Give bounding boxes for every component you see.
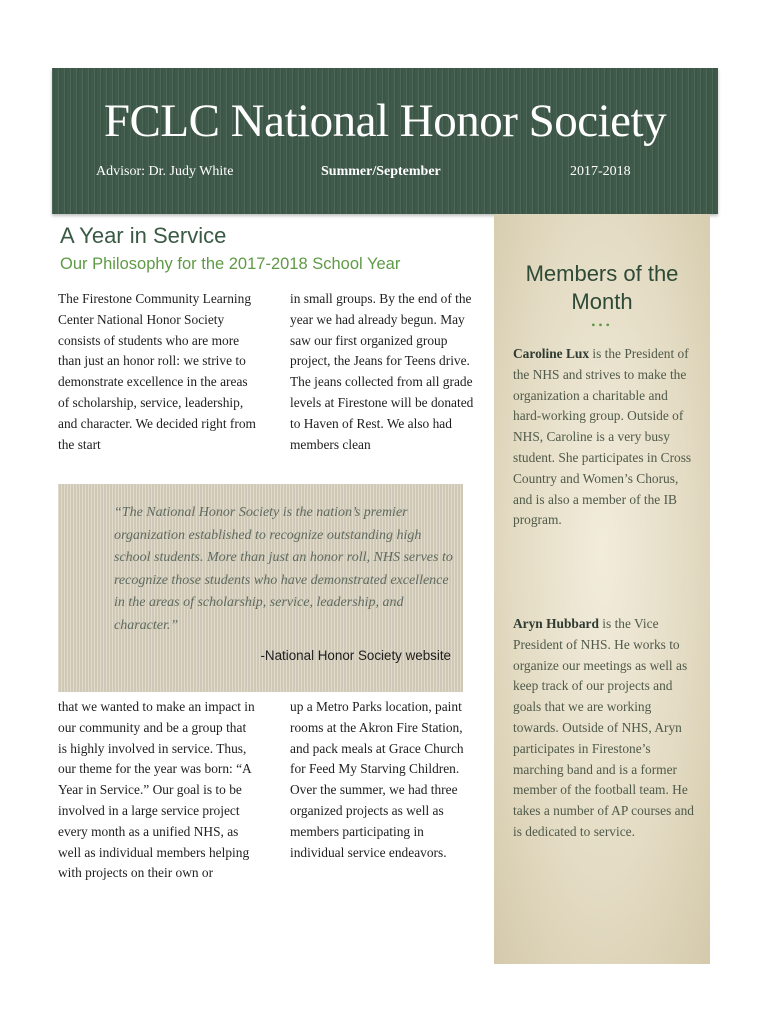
quote-source: -National Honor Society website <box>260 648 451 663</box>
year-label: 2017-2018 <box>570 164 631 179</box>
article-column-3: that we wanted to make an impact in our community and be a group that is highly involved in service. Thus, our theme for the year was born: “A Year in Service.” Our goal is to be involved in a large service project every month as a unified NHS, as well as individual members helping with projects on their own or <box>58 699 255 881</box>
member-profile <box>513 614 695 843</box>
member-name: Caroline Lux <box>513 346 590 361</box>
pull-quote <box>58 484 463 692</box>
article-title: A Year in Service <box>60 223 227 248</box>
article-subtitle: Our Philosophy for the 2017-2018 School Year <box>60 255 401 273</box>
member-name: Aryn Hubbard <box>513 616 599 631</box>
article-column-4: up a Metro Parks location, paint rooms at the Akron Fire Station, and pack meals at Grace Church for Feed My Starving Children. Over the summer, we had three organized projects as well as members participating in individual service endeavors. <box>290 699 464 860</box>
sidebar-title: Members of the Month <box>525 261 679 314</box>
decorative-dots-icon: ••• <box>591 318 613 332</box>
article-column-2: in small groups. By the end of the year we had already begun. May saw our first organized group project, the Jeans for Teens drive. The jeans collected from all grade levels at Firestone will be donated to Haven of Rest. We also had members clean <box>290 291 474 452</box>
member-description: is the Vice President of NHS. He works to organize our meetings as well as keep track of our projects and goals that we are working towards. Outside of NHS, Aryn participates in Firestone’s marching band and is a former member of the football team. He takes a number of AP courses and is dedicated to service. <box>513 616 694 839</box>
quote-text: “The National Honor Society is the nation’s premier organization established to recognize outstanding high school students. More than just an honor roll, NHS serves to recognize those students who have demonstrated excellence in the areas of scholarship, service, leadership, and character.” <box>114 505 453 633</box>
member-description: is the President of the NHS and strives to make the organization a charitable and hard-working group. Outside of NHS, Caroline is a very busy student. She participates in Cross Country and Women’s Chorus, and is also a member of the IB program. <box>513 346 692 528</box>
masthead-banner <box>52 68 718 214</box>
newsletter-title: FCLC National Honor Society <box>103 95 667 147</box>
member-profile <box>513 344 695 531</box>
article-column-1: The Firestone Community Learning Center National Honor Society consists of students who are more than just an honor roll: we strive to demonstrate excellence in the areas of scholarship, service, leadership, and character. We decided right from the start <box>58 291 256 452</box>
issue-label: Summer/September <box>321 164 441 179</box>
advisor-label: Advisor: Dr. Judy White <box>96 164 234 179</box>
members-sidebar <box>494 214 710 964</box>
